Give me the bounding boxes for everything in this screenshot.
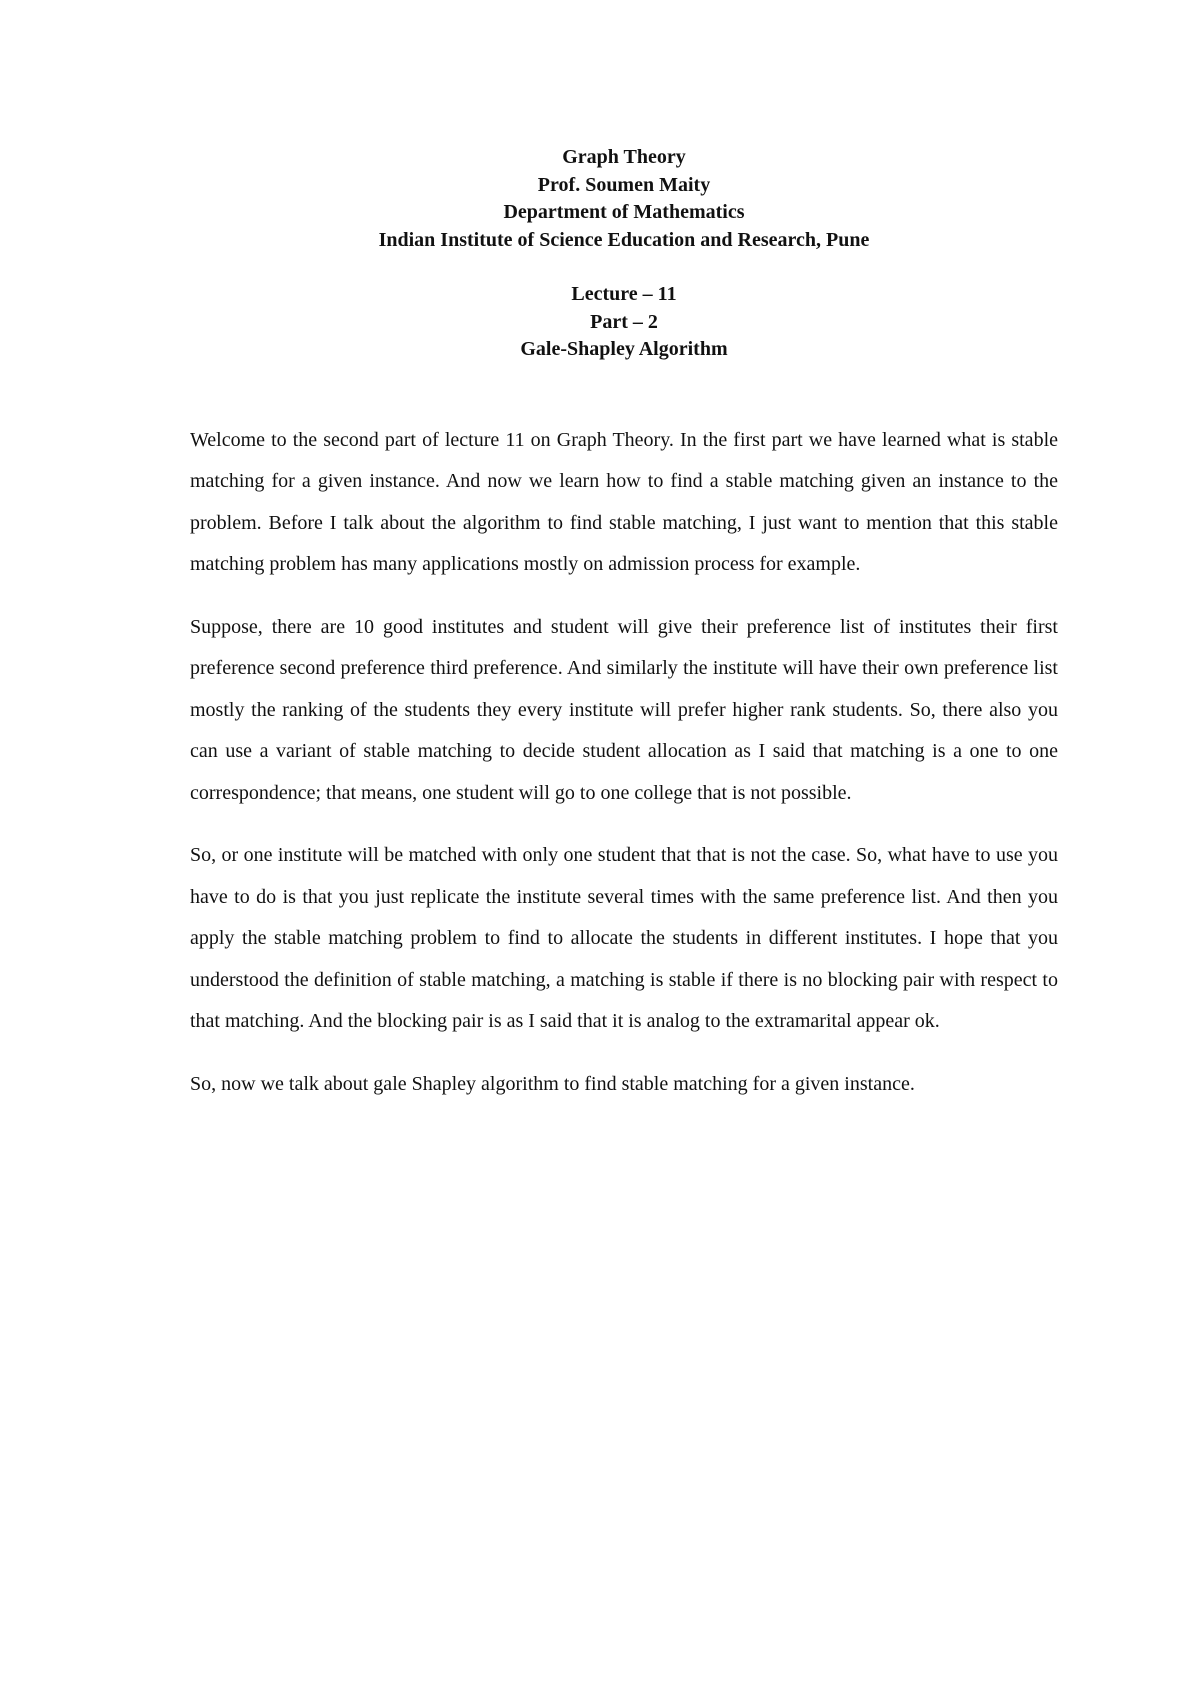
paragraph: So, now we talk about gale Shapley algorithm to find stable matching for a given instance. [190,1072,915,1095]
document-page [190,144,1058,1126]
document-header [190,144,1058,364]
institute-name: Indian Institute of Science Education and Research, Pune [378,228,870,251]
paragraph: Suppose, there are 10 good institutes and student will give their preference list of institutes their first preference second preference third preference. And similarly the institute will have their own preference list mostly the ranking of the students they every institute will prefer higher rank students. So, there also you can use a variant of stable matching to decide student allocation as I said that matching is a one to one correspondence; that means, one student will go to one college that is not possible. [190,615,1058,804]
part-number: Part – 2 [590,310,658,333]
lecture-topic: Gale-Shapley Algorithm [520,338,728,360]
paragraph: Welcome to the second part of lecture 11 on Graph Theory. In the first part we have learned what is stable matching for a given instance. And now we learn how to find a stable matching given an instance to the problem. Before I talk about the algorithm to find stable matching, I just want to mention that this stable matching problem has many applications mostly on admission process for example. [190,428,1058,575]
course-title: Graph Theory [562,146,686,168]
transcript-body [190,420,1058,1106]
department-name: Department of Mathematics [503,201,745,223]
lecture-number: Lecture – 11 [571,283,677,305]
paragraph: So, or one institute will be matched with only one student that that is not the case. So, what have to use you have to do is that you just replicate the institute several times with the same preference list. And then you apply the stable matching problem to find to allocate the students in different institutes. I hope that you understood the definition of stable matching, a matching is stable if there is no blocking pair with respect to that matching. And the blocking pair is as I said that it is analog to the extramarital appear ok. [190,844,1058,1032]
lecture-info [190,281,1058,364]
professor-name: Prof. Soumen Maity [537,173,711,196]
